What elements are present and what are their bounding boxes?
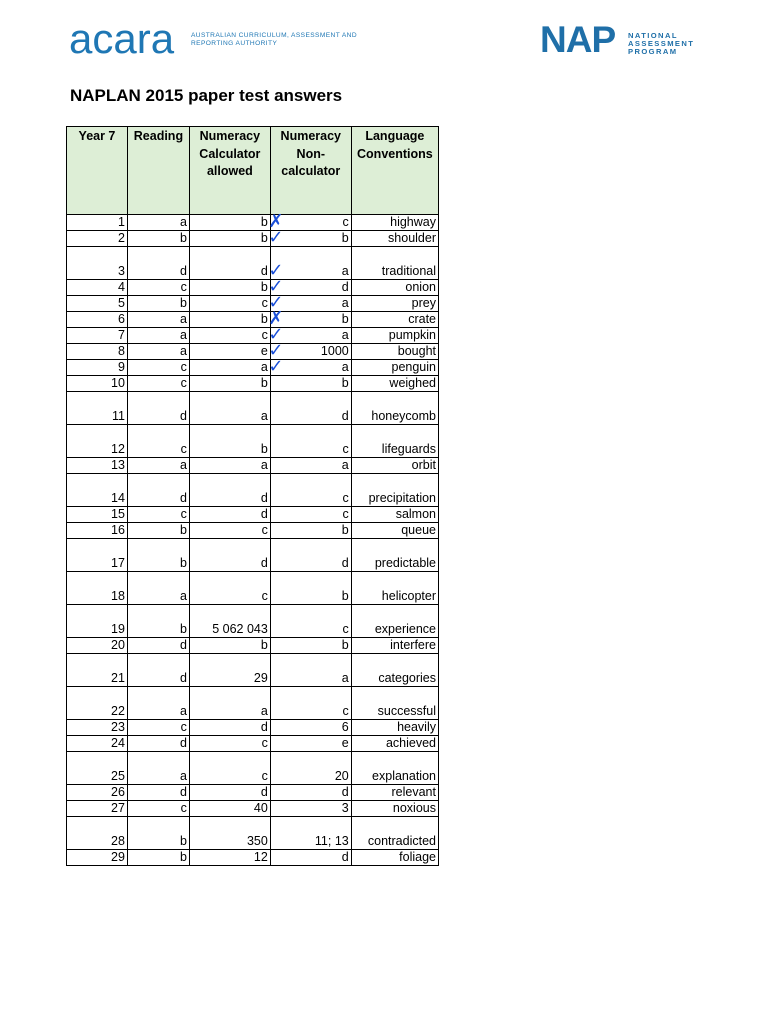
- nap-logo-subtitle: NATIONAL ASSESSMENT PROGRAM: [628, 31, 695, 57]
- cell-numeracy-non-calculator: c: [270, 507, 351, 523]
- cell-question-number: 13: [67, 458, 128, 474]
- cell-language-conventions: relevant: [351, 785, 438, 801]
- tick-mark: ✓: [268, 259, 284, 281]
- header-numeracy-calculator: Numeracy Calculator allowed: [189, 127, 270, 215]
- cell-reading: a: [127, 572, 189, 605]
- nap-logo-word: NAP: [540, 19, 616, 60]
- cell-numeracy-non-calculator: 11; 13: [270, 817, 351, 850]
- cell-question-number: 4: [67, 280, 128, 296]
- cell-language-conventions: categories: [351, 654, 438, 687]
- cell-numeracy-non-calculator: 20: [270, 752, 351, 785]
- cell-language-conventions: weighed: [351, 376, 438, 392]
- cell-numeracy-calculator: b: [189, 638, 270, 654]
- cell-numeracy-calculator: a: [189, 360, 270, 376]
- table-row: [67, 312, 439, 328]
- cell-question-number: 7: [67, 328, 128, 344]
- cell-numeracy-calculator: b: [189, 215, 270, 231]
- cell-numeracy-non-calculator: d: [270, 850, 351, 866]
- cell-reading: d: [127, 474, 189, 507]
- cell-numeracy-calculator: b: [189, 425, 270, 458]
- cell-language-conventions: prey: [351, 296, 438, 312]
- cell-numeracy-non-calculator: a: [270, 360, 351, 376]
- table-row: [67, 801, 439, 817]
- cell-language-conventions: crate: [351, 312, 438, 328]
- cell-reading: c: [127, 507, 189, 523]
- cell-numeracy-calculator: c: [189, 572, 270, 605]
- cell-reading: a: [127, 215, 189, 231]
- cell-numeracy-non-calculator: d: [270, 280, 351, 296]
- cell-numeracy-calculator: a: [189, 458, 270, 474]
- cell-numeracy-non-calculator: c: [270, 605, 351, 638]
- table-row: [67, 687, 439, 720]
- cell-numeracy-non-calculator: c: [270, 474, 351, 507]
- cell-language-conventions: orbit: [351, 458, 438, 474]
- table-row: [67, 720, 439, 736]
- cell-reading: d: [127, 392, 189, 425]
- cell-reading: c: [127, 376, 189, 392]
- cell-question-number: 1: [67, 215, 128, 231]
- cell-numeracy-non-calculator: a: [270, 328, 351, 344]
- cell-reading: b: [127, 523, 189, 539]
- cell-numeracy-calculator: 29: [189, 654, 270, 687]
- table-row: [67, 507, 439, 523]
- cell-question-number: 26: [67, 785, 128, 801]
- cell-numeracy-calculator: c: [189, 328, 270, 344]
- cell-language-conventions: noxious: [351, 801, 438, 817]
- cell-question-number: 10: [67, 376, 128, 392]
- cell-question-number: 23: [67, 720, 128, 736]
- cell-reading: a: [127, 458, 189, 474]
- cell-language-conventions: explanation: [351, 752, 438, 785]
- cell-numeracy-calculator: 12: [189, 850, 270, 866]
- table-row: [67, 474, 439, 507]
- cell-numeracy-calculator: d: [189, 474, 270, 507]
- cell-language-conventions: lifeguards: [351, 425, 438, 458]
- cell-language-conventions: salmon: [351, 507, 438, 523]
- cell-reading: d: [127, 638, 189, 654]
- table-row: [67, 736, 439, 752]
- table-row: [67, 344, 439, 360]
- cell-reading: d: [127, 654, 189, 687]
- table-row: [67, 296, 439, 312]
- cell-reading: b: [127, 231, 189, 247]
- table-header-row: [67, 127, 439, 215]
- table-body: [67, 210, 439, 866]
- cell-language-conventions: achieved: [351, 736, 438, 752]
- cell-numeracy-non-calculator: b: [270, 523, 351, 539]
- cell-language-conventions: onion: [351, 280, 438, 296]
- cell-question-number: 8: [67, 344, 128, 360]
- cell-language-conventions: heavily: [351, 720, 438, 736]
- table-row: [67, 392, 439, 425]
- answers-table: [66, 126, 439, 866]
- table-row: [67, 850, 439, 866]
- cell-numeracy-non-calculator: b: [270, 572, 351, 605]
- cell-reading: c: [127, 720, 189, 736]
- cell-numeracy-non-calculator: a: [270, 654, 351, 687]
- cell-numeracy-calculator: 5 062 043: [189, 605, 270, 638]
- table-row: [67, 458, 439, 474]
- cell-language-conventions: foliage: [351, 850, 438, 866]
- cell-reading: d: [127, 247, 189, 280]
- cell-reading: a: [127, 752, 189, 785]
- cell-question-number: 16: [67, 523, 128, 539]
- cell-question-number: 19: [67, 605, 128, 638]
- cell-question-number: 28: [67, 817, 128, 850]
- cell-question-number: 3: [67, 247, 128, 280]
- table-row: [67, 572, 439, 605]
- cell-question-number: 24: [67, 736, 128, 752]
- cell-numeracy-calculator: b: [189, 376, 270, 392]
- table-row: [67, 785, 439, 801]
- cell-numeracy-calculator: b: [189, 312, 270, 328]
- table-row: [67, 539, 439, 572]
- cell-question-number: 25: [67, 752, 128, 785]
- cell-language-conventions: honeycomb: [351, 392, 438, 425]
- cell-numeracy-calculator: d: [189, 507, 270, 523]
- cell-numeracy-calculator: 350: [189, 817, 270, 850]
- cell-numeracy-calculator: c: [189, 296, 270, 312]
- cell-reading: b: [127, 605, 189, 638]
- cell-reading: a: [127, 328, 189, 344]
- cell-question-number: 29: [67, 850, 128, 866]
- cell-language-conventions: precipitation: [351, 474, 438, 507]
- cell-question-number: 17: [67, 539, 128, 572]
- cell-language-conventions: interfere: [351, 638, 438, 654]
- cell-language-conventions: successful: [351, 687, 438, 720]
- cell-numeracy-calculator: d: [189, 539, 270, 572]
- cross-mark: ✗: [268, 210, 284, 232]
- cell-question-number: 5: [67, 296, 128, 312]
- cell-numeracy-non-calculator: 3: [270, 801, 351, 817]
- cell-question-number: 22: [67, 687, 128, 720]
- cell-reading: c: [127, 801, 189, 817]
- cell-question-number: 2: [67, 231, 128, 247]
- cell-numeracy-non-calculator: a: [270, 296, 351, 312]
- cell-language-conventions: bought: [351, 344, 438, 360]
- table-row: [67, 360, 439, 376]
- cell-numeracy-calculator: d: [189, 720, 270, 736]
- cell-reading: b: [127, 539, 189, 572]
- cell-reading: a: [127, 344, 189, 360]
- cell-question-number: 15: [67, 507, 128, 523]
- cell-numeracy-non-calculator: b: [270, 376, 351, 392]
- header-reading: Reading: [127, 127, 189, 215]
- cell-numeracy-non-calculator: d: [270, 785, 351, 801]
- cell-reading: c: [127, 360, 189, 376]
- cell-numeracy-non-calculator: d: [270, 392, 351, 425]
- cell-numeracy-calculator: c: [189, 523, 270, 539]
- page-title: NAPLAN 2015 paper test answers: [70, 86, 343, 105]
- cell-numeracy-non-calculator: 6: [270, 720, 351, 736]
- table-row: [67, 376, 439, 392]
- cell-reading: b: [127, 817, 189, 850]
- cell-language-conventions: pumpkin: [351, 328, 438, 344]
- cross-mark: ✗: [268, 307, 284, 329]
- tick-mark: ✓: [268, 226, 284, 248]
- cell-numeracy-non-calculator: b: [270, 231, 351, 247]
- cell-numeracy-non-calculator: b: [270, 638, 351, 654]
- cell-numeracy-non-calculator: e: [270, 736, 351, 752]
- header-language-conventions: Language Conventions: [351, 127, 438, 215]
- cell-numeracy-calculator: d: [189, 785, 270, 801]
- tick-mark: ✓: [268, 323, 284, 345]
- cell-question-number: 11: [67, 392, 128, 425]
- cell-numeracy-calculator: a: [189, 687, 270, 720]
- cell-language-conventions: traditional: [351, 247, 438, 280]
- table-row: [67, 654, 439, 687]
- cell-numeracy-calculator: b: [189, 280, 270, 296]
- table-row: [67, 247, 439, 280]
- tick-mark: ✓: [268, 355, 284, 377]
- cell-reading: a: [127, 687, 189, 720]
- cell-numeracy-calculator: e: [189, 344, 270, 360]
- cell-reading: b: [127, 850, 189, 866]
- cell-numeracy-non-calculator: b: [270, 312, 351, 328]
- tick-mark: ✓: [268, 291, 284, 313]
- cell-reading: a: [127, 312, 189, 328]
- cell-numeracy-calculator: d: [189, 247, 270, 280]
- cell-language-conventions: highway: [351, 215, 438, 231]
- cell-reading: c: [127, 280, 189, 296]
- cell-question-number: 6: [67, 312, 128, 328]
- cell-language-conventions: helicopter: [351, 572, 438, 605]
- cell-numeracy-non-calculator: d: [270, 539, 351, 572]
- cell-numeracy-calculator: 40: [189, 801, 270, 817]
- cell-numeracy-calculator: a: [189, 392, 270, 425]
- cell-numeracy-calculator: b: [189, 231, 270, 247]
- cell-language-conventions: queue: [351, 523, 438, 539]
- cell-numeracy-calculator: c: [189, 752, 270, 785]
- acara-logo-word: acara: [69, 15, 175, 62]
- cell-question-number: 20: [67, 638, 128, 654]
- table-row: [67, 523, 439, 539]
- cell-numeracy-non-calculator: a: [270, 458, 351, 474]
- cell-language-conventions: penguin: [351, 360, 438, 376]
- cell-question-number: 27: [67, 801, 128, 817]
- cell-question-number: 18: [67, 572, 128, 605]
- table-row: [67, 638, 439, 654]
- cell-numeracy-non-calculator: a: [270, 247, 351, 280]
- cell-language-conventions: predictable: [351, 539, 438, 572]
- header-year: Year 7: [67, 127, 128, 215]
- cell-reading: d: [127, 785, 189, 801]
- table-row: [67, 328, 439, 344]
- cell-question-number: 14: [67, 474, 128, 507]
- cell-numeracy-non-calculator: 1000: [270, 344, 351, 360]
- tick-mark: ✓: [268, 339, 284, 361]
- cell-numeracy-non-calculator: c: [270, 425, 351, 458]
- cell-language-conventions: experience: [351, 605, 438, 638]
- acara-logo-subtitle: AUSTRALIAN CURRICULUM, ASSESSMENT AND REPORTING AUTHORITY: [191, 32, 357, 47]
- cell-question-number: 9: [67, 360, 128, 376]
- cell-numeracy-non-calculator: c: [270, 215, 351, 231]
- cell-numeracy-non-calculator: c: [270, 687, 351, 720]
- cell-reading: c: [127, 425, 189, 458]
- cell-reading: d: [127, 736, 189, 752]
- table-row: [67, 231, 439, 247]
- cell-question-number: 21: [67, 654, 128, 687]
- table-row: [67, 215, 439, 231]
- cell-language-conventions: contradicted: [351, 817, 438, 850]
- table-row: [67, 752, 439, 785]
- cell-reading: b: [127, 296, 189, 312]
- table-row: [67, 605, 439, 638]
- header-numeracy-non-calculator: Numeracy Non-calculator: [270, 127, 351, 215]
- tick-mark: ✓: [268, 275, 284, 297]
- cell-question-number: 12: [67, 425, 128, 458]
- table-row: [67, 280, 439, 296]
- table-row: [67, 425, 439, 458]
- cell-language-conventions: shoulder: [351, 231, 438, 247]
- cell-numeracy-calculator: c: [189, 736, 270, 752]
- table-row: [67, 817, 439, 850]
